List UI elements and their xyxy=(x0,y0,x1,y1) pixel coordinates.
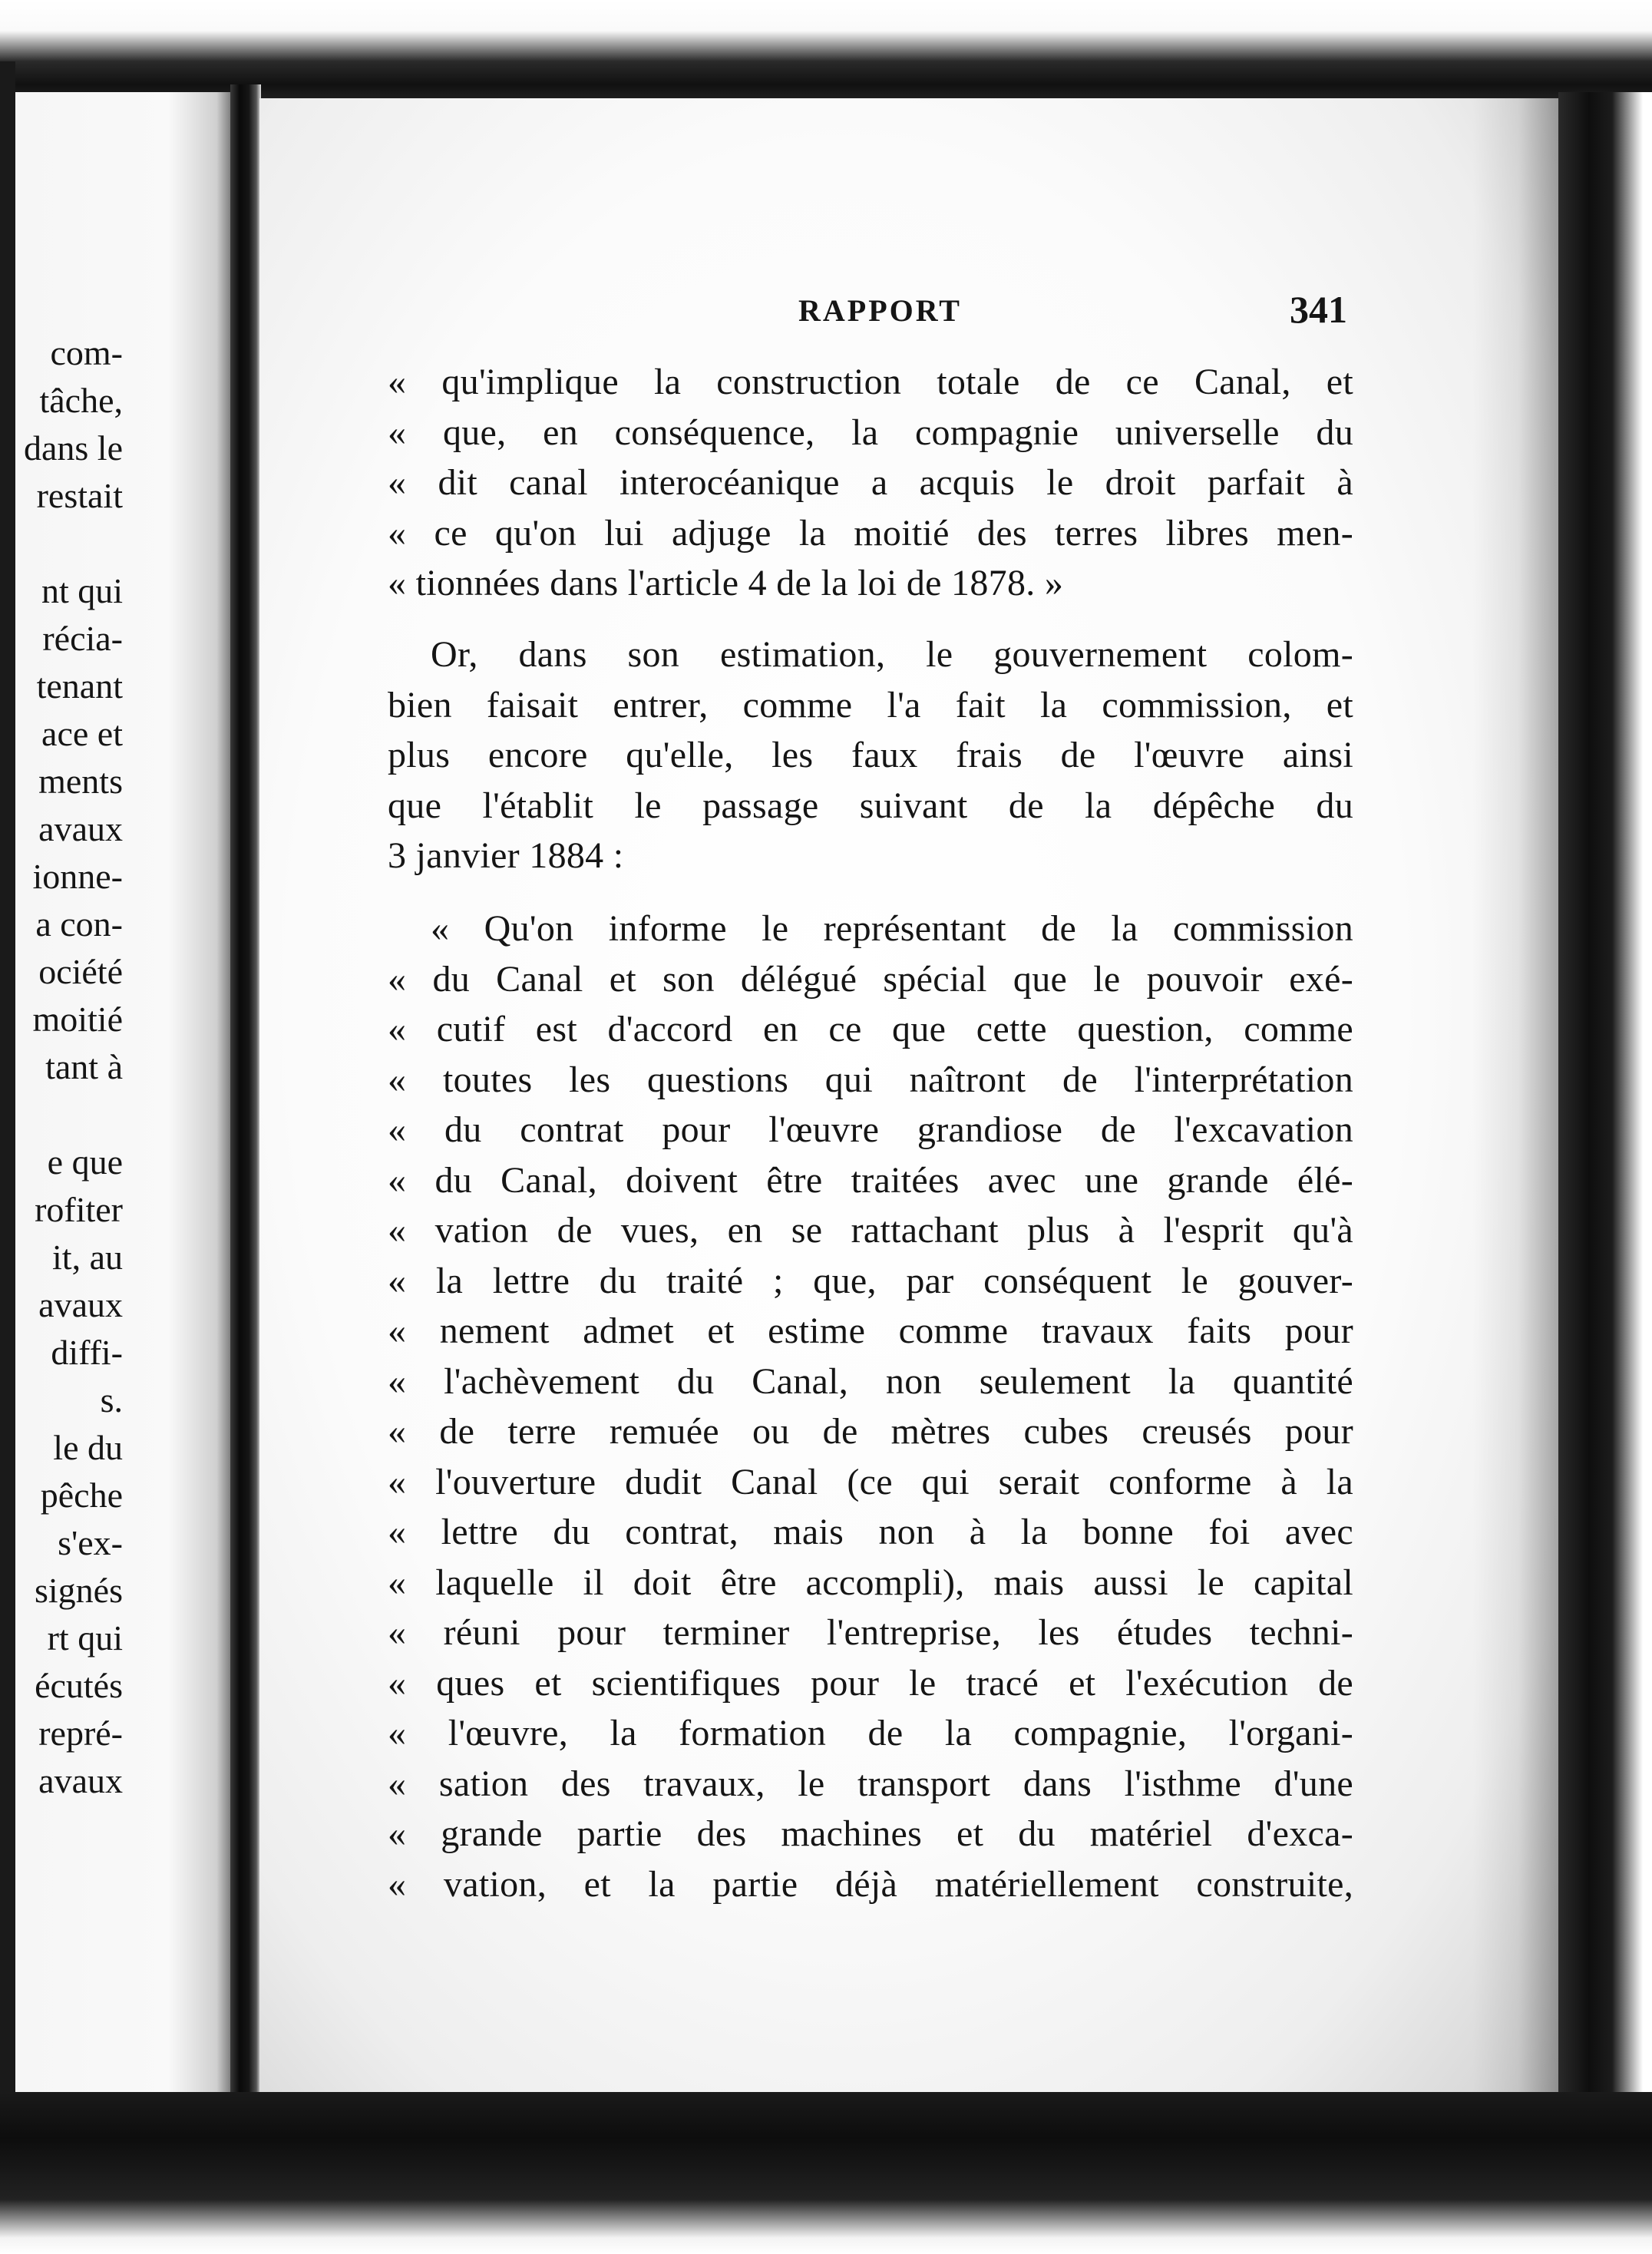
text-line: « qu'implique la construction totale de ce Canal, et xyxy=(388,362,1353,402)
text-line: 3 janvier 1884 : xyxy=(388,835,624,876)
left-page-line xyxy=(8,1092,123,1138)
left-page-line: pêche xyxy=(40,1476,123,1515)
left-page-line: s. xyxy=(100,1380,123,1419)
left-page-line: rofiter xyxy=(35,1190,123,1229)
left-page-line: rt qui xyxy=(47,1618,123,1657)
left-page-line: diffi- xyxy=(51,1333,123,1372)
left-page-line: dans le xyxy=(23,428,123,468)
text-line: « lettre du contrat, mais non à la bonne foi avec xyxy=(388,1512,1353,1552)
text-line: « sation des travaux, le transport dans l'isthme d'une xyxy=(388,1763,1353,1804)
running-head: RAPPORT xyxy=(798,293,962,328)
text-line: « du Canal et son délégué spécial que le pouvoir exé- xyxy=(388,958,1353,1000)
scan-frame-right xyxy=(1558,92,1652,2134)
text-line: que l'établit le passage suivant de la dépêche du xyxy=(388,785,1353,826)
text-line: « réuni pour terminer l'entreprise, les études techni- xyxy=(388,1612,1353,1653)
left-page-line: e que xyxy=(47,1142,123,1182)
text-line: « nement admet et estime comme travaux faits pour xyxy=(388,1310,1353,1351)
text-line: « ce qu'on lui adjuge la moitié des terres libres men- xyxy=(388,512,1353,554)
page-number: 341 xyxy=(1290,288,1347,331)
left-page-line: restait xyxy=(36,476,123,515)
text-line: « l'ouverture dudit Canal (ce qui serait conforme à la xyxy=(388,1461,1353,1502)
left-page-line: s'ex- xyxy=(58,1523,123,1562)
left-page-line: ace et xyxy=(41,714,123,753)
left-page-line: avaux xyxy=(38,1285,123,1324)
text-line: « l'œuvre, la formation de la compagnie, l'organi- xyxy=(388,1713,1353,1753)
left-page-line: écutés xyxy=(35,1666,123,1705)
text-line: « Qu'on informe le représentant de la commission xyxy=(431,908,1353,949)
left-page-line: ments xyxy=(38,762,123,801)
text-line: « de terre remuée ou de mètres cubes creusés pour xyxy=(388,1411,1353,1452)
scan-frame-bottom xyxy=(0,2092,1652,2254)
text-line: « la lettre du traité ; que, par conséquent le gouver- xyxy=(388,1260,1353,1301)
left-page-line: it, au xyxy=(52,1238,123,1277)
text-line: « toutes les questions qui naîtront de l'interprétation xyxy=(388,1059,1353,1100)
left-page-line: moitié xyxy=(32,1000,123,1039)
text-line: Or, dans son estimation, le gouvernement colom- xyxy=(431,634,1353,675)
text-line: « tionnées dans l'article 4 de la loi de 1878. » xyxy=(388,563,1064,603)
left-page-line: ionne- xyxy=(32,857,123,896)
left-page-line: avaux xyxy=(38,809,123,848)
text-line: « que, en conséquence, la compagnie universelle du xyxy=(388,411,1353,453)
text-line: « vation, et la partie déjà matériellement construite, xyxy=(388,1863,1353,1905)
text-line: « vation de vues, en se rattachant plus à l'esprit qu'à xyxy=(388,1210,1353,1251)
left-page-line: ociété xyxy=(38,952,123,991)
text-line: bien faisait entrer, comme l'a fait la commission, et xyxy=(388,684,1353,725)
left-page-line: tenant xyxy=(36,666,123,706)
left-page-line: récia- xyxy=(42,619,123,658)
left-page-line: avaux xyxy=(38,1761,123,1800)
text-line: plus encore qu'elle, les faux frais de l'œuvre ainsi xyxy=(388,735,1353,775)
text-line: « laquelle il doit être accompli), mais aussi le capital xyxy=(388,1562,1353,1603)
text-line: « grande partie des machines et du matériel d'exca- xyxy=(388,1813,1353,1854)
left-page-line: signés xyxy=(35,1571,123,1610)
text-line: « du contrat pour l'œuvre grandiose de l'excavation xyxy=(388,1109,1353,1150)
text-line: « ques et scientifiques pour le tracé et l'exécution de xyxy=(388,1662,1353,1704)
book-gutter xyxy=(230,84,261,2119)
text-line: « l'achèvement du Canal, non seulement la quantité xyxy=(388,1360,1353,1402)
left-page-line: com- xyxy=(50,333,123,372)
left-page-line: le du xyxy=(53,1428,123,1467)
text-line: « du Canal, doivent être traitées avec une grande élé- xyxy=(388,1159,1353,1201)
left-page-line: a con- xyxy=(35,904,123,944)
text-line: « dit canal interocéanique a acquis le droit parfait à xyxy=(388,462,1353,503)
left-page-line: tant à xyxy=(45,1047,123,1086)
left-page-line: nt qui xyxy=(41,571,123,610)
left-page-line xyxy=(8,521,123,567)
text-line: « cutif est d'accord en ce que cette question, comme xyxy=(388,1009,1353,1049)
left-page-line: tâche, xyxy=(39,381,123,420)
left-page-line: repré- xyxy=(38,1714,123,1753)
left-facing-page xyxy=(15,92,234,2111)
